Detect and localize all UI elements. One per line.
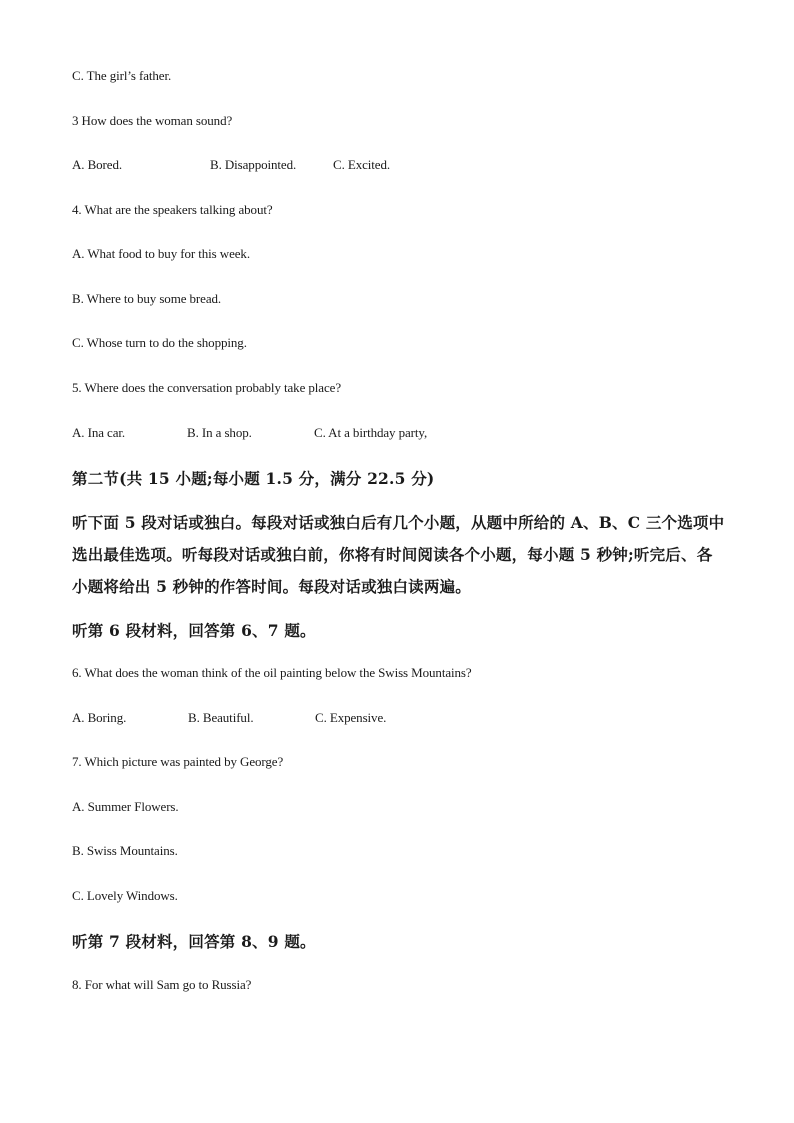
material-7-heading: 听第 7 段材料，回答第 8、9 题。: [72, 932, 316, 951]
q7-option-b: B. Swiss Mountains.: [72, 843, 178, 858]
q4-option-c: C. Whose turn to do the shopping.: [72, 335, 247, 350]
q4-option-b: B. Where to buy some bread.: [72, 291, 222, 306]
question-3: 3 How does the woman sound?: [72, 113, 233, 128]
question-5-options: [72, 425, 427, 441]
question-4: 4. What are the speakers talking about?: [72, 202, 273, 217]
instructions-line-1: 听下面 5 段对话或独白。每段对话或独白后有几个小题，从题中所给的 A、B、C 三个选项中: [72, 513, 725, 532]
instructions-line-3: 小题将给出 5 秒钟的作答时间。每段对话或独白读两遍。: [72, 577, 471, 596]
q6-option-a: A. Boring.: [72, 710, 127, 725]
q7-option-c: C. Lovely Windows.: [72, 888, 178, 903]
question-6-options: [72, 710, 386, 726]
question-7: 7. Which picture was painted by George?: [72, 754, 284, 769]
q5-option-c: C. At a birthday party,: [314, 425, 428, 440]
instructions-line-2: 选出最佳选项。听每段对话或独白前，你将有时间阅读各个小题，每小题 5 秒钟;听完后、各: [72, 545, 713, 564]
question-6: 6. What does the woman think of the oil painting below the Swiss Mountains?: [72, 665, 472, 680]
q3-option-c: C. Excited.: [333, 157, 391, 172]
q3-option-b: B. Disappointed.: [210, 157, 297, 172]
q5-option-a: A. Ina car.: [72, 425, 126, 440]
section-2-heading: 第二节(共 15 小题;每小题 1.5 分，满分 22.5 分): [72, 469, 435, 488]
question-5: 5. Where does the conversation probably take place?: [72, 380, 341, 395]
question-8: 8. For what will Sam go to Russia?: [72, 977, 252, 992]
q3-option-a: A. Bored.: [72, 157, 123, 172]
question-3-options: [72, 157, 390, 173]
q6-option-c: C. Expensive.: [315, 710, 387, 725]
material-6-heading: 听第 6 段材料，回答第 6、7 题。: [72, 621, 316, 640]
q7-option-a: A. Summer Flowers.: [72, 799, 179, 814]
q6-option-b: B. Beautiful.: [188, 710, 254, 725]
q5-option-b: B. In a shop.: [187, 425, 252, 440]
q2-option-c: C. The girl’s father.: [72, 68, 172, 83]
q4-option-a: A. What food to buy for this week.: [72, 246, 250, 261]
